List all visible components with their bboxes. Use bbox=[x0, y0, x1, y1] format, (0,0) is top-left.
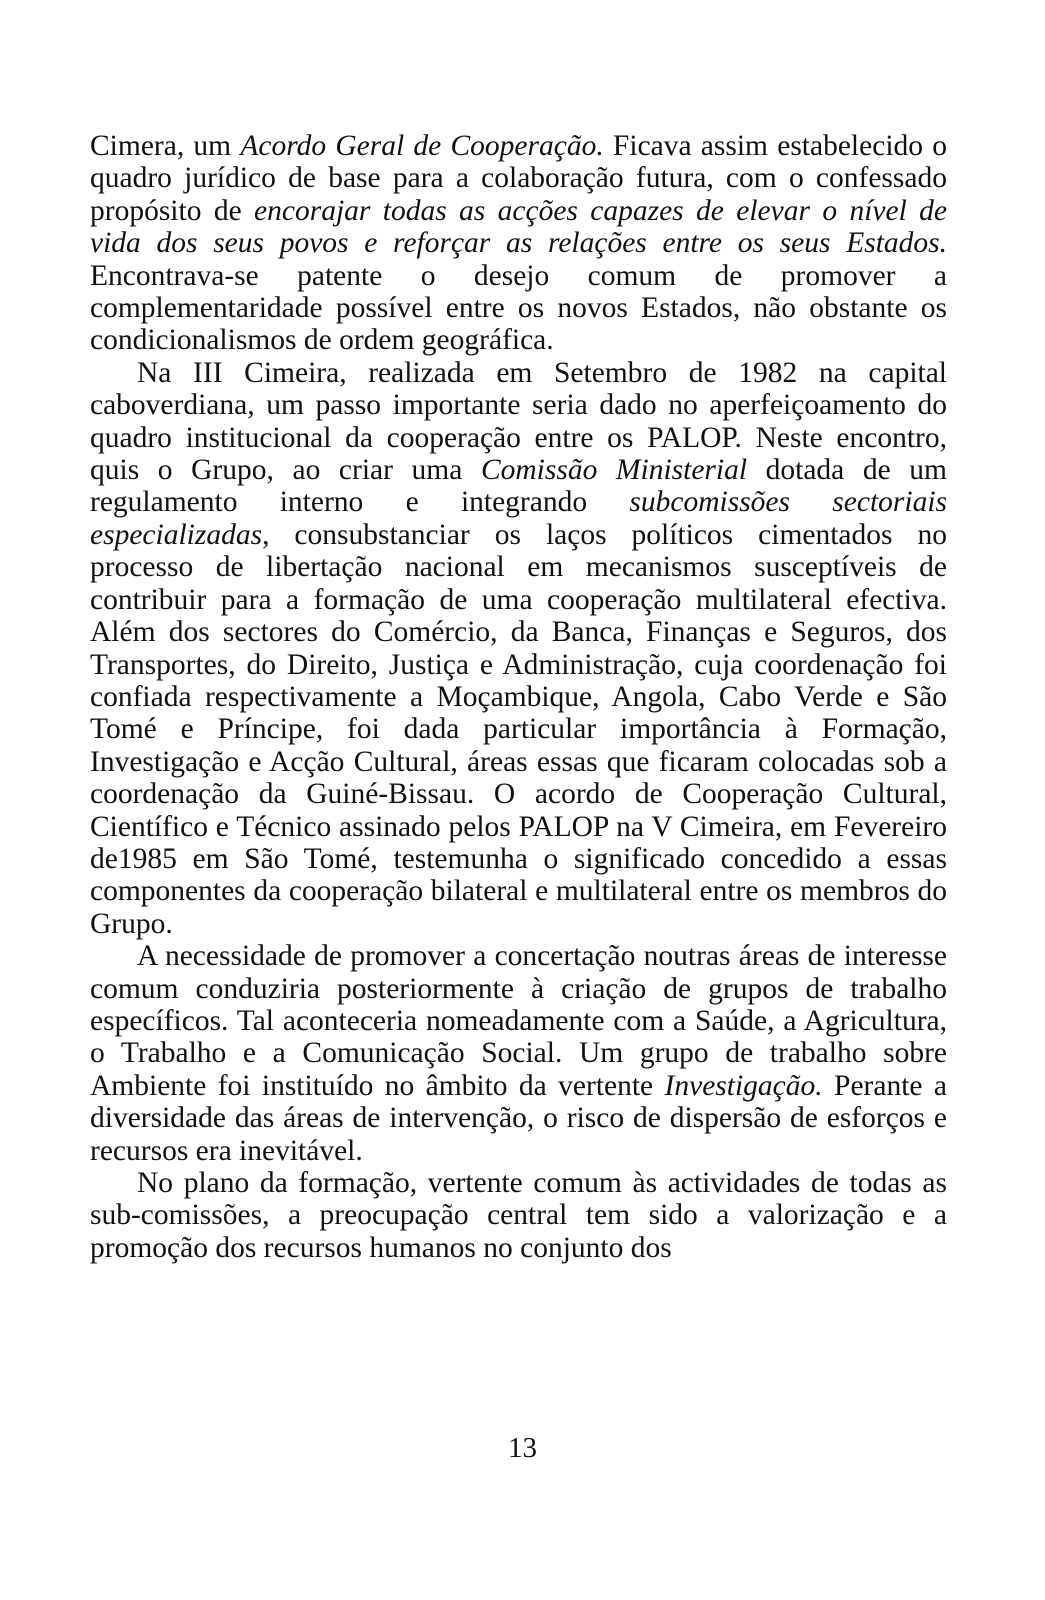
paragraph-4 bbox=[90, 1167, 947, 1264]
paragraph-2-segment-2-italic: Comissão Ministerial bbox=[480, 454, 748, 487]
paragraph-2 bbox=[90, 357, 947, 940]
paragraph-3-segment-3: Perante a diversidade das áreas de intervenção, o risco de dispersão de esforços e recursos era inevitável. bbox=[90, 1069, 947, 1167]
paragraph-2-segment-3: dotada de um regulamento interno e integrando bbox=[90, 454, 947, 519]
paragraph-4-segment-1: No plano da formação, vertente comum às actividades de todas as sub-comissões, a preocupação central tem sido a valorização e a promoção dos recursos humanos no conjunto dos bbox=[90, 1167, 947, 1264]
paragraph-1-segment-2-italic: Acordo Geral de Cooperação. bbox=[240, 130, 604, 162]
paragraph-1-segment-1: Cimera, um bbox=[90, 130, 241, 162]
paragraph-3-segment-1: A necessidade de promover a concertação noutras áreas de interesse comum conduziria posteriormente à criação de grupos de trabalho específicos. Tal aconteceria nomeadamente com a Saúde, a Agricultura, o Trabalho e a Comunicação Social. Um grupo de trabalho sobre Ambiente foi instituído no âmbito da vertente bbox=[90, 940, 947, 1102]
paragraph-1-segment-4-italic: encorajar todas as acções capazes de elevar o nível de vida dos seus povos e reforçar as relações entre os seus Estados. bbox=[90, 194, 947, 260]
paragraph-3-segment-2-italic: Investigação. bbox=[664, 1069, 823, 1102]
paragraph-2-segment-5: , consubstanciar os laços políticos cimentados no processo de libertação nacional em mecanismos susceptíveis de contribuir para a formação de uma cooperação multilateral efectiva. Além dos sectores do Comércio, da Banca, Finanças e Seguros, dos Transportes, do Direito, Justiça e Administração, cuja coordenação foi confiada respectivamente a Moçambique, Angola, Cabo Verde e São Tomé e Príncipe, foi dada particular importância à Formação, Investigação e Acção Cultural, áreas essas que ficaram colocadas sob a coordenação da Guiné-Bissau. O acordo de Cooperação Cultural, Científico e Técnico assinado pelos PALOP na V Cimeira, em Fevereiro de1985 em São Tomé, testemunha o significado concedido a essas componentes da cooperação bilateral e multilateral entre os membros do Grupo. bbox=[90, 518, 947, 940]
page-number: 13 bbox=[508, 1432, 537, 1464]
paragraph-2-segment-1: Na III Cimeira, realizada em Setembro de 1982 na capital caboverdiana, um passo importante seria dado no aperfeiçoamento do quadro institucional da cooperação entre os PALOP. Neste encontro, quis o Grupo, ao criar uma bbox=[90, 356, 947, 487]
body-text bbox=[90, 130, 947, 1264]
paragraph-1-segment-5: Encontrava-se patente o desejo comum de promover a complementaridade possível entre os novos Estados, não obstante os condicionalismos de ordem geográfica. bbox=[90, 259, 947, 357]
paragraph-3 bbox=[90, 940, 947, 1167]
paragraph-1 bbox=[90, 130, 947, 357]
paragraph-1-segment-3: Ficava assim estabelecido o quadro jurídico de base para a colaboração futura, com o confessado propósito de bbox=[90, 130, 947, 227]
paragraph-2-segment-4-italic: subcomissões sectoriais especializadas bbox=[90, 486, 947, 551]
